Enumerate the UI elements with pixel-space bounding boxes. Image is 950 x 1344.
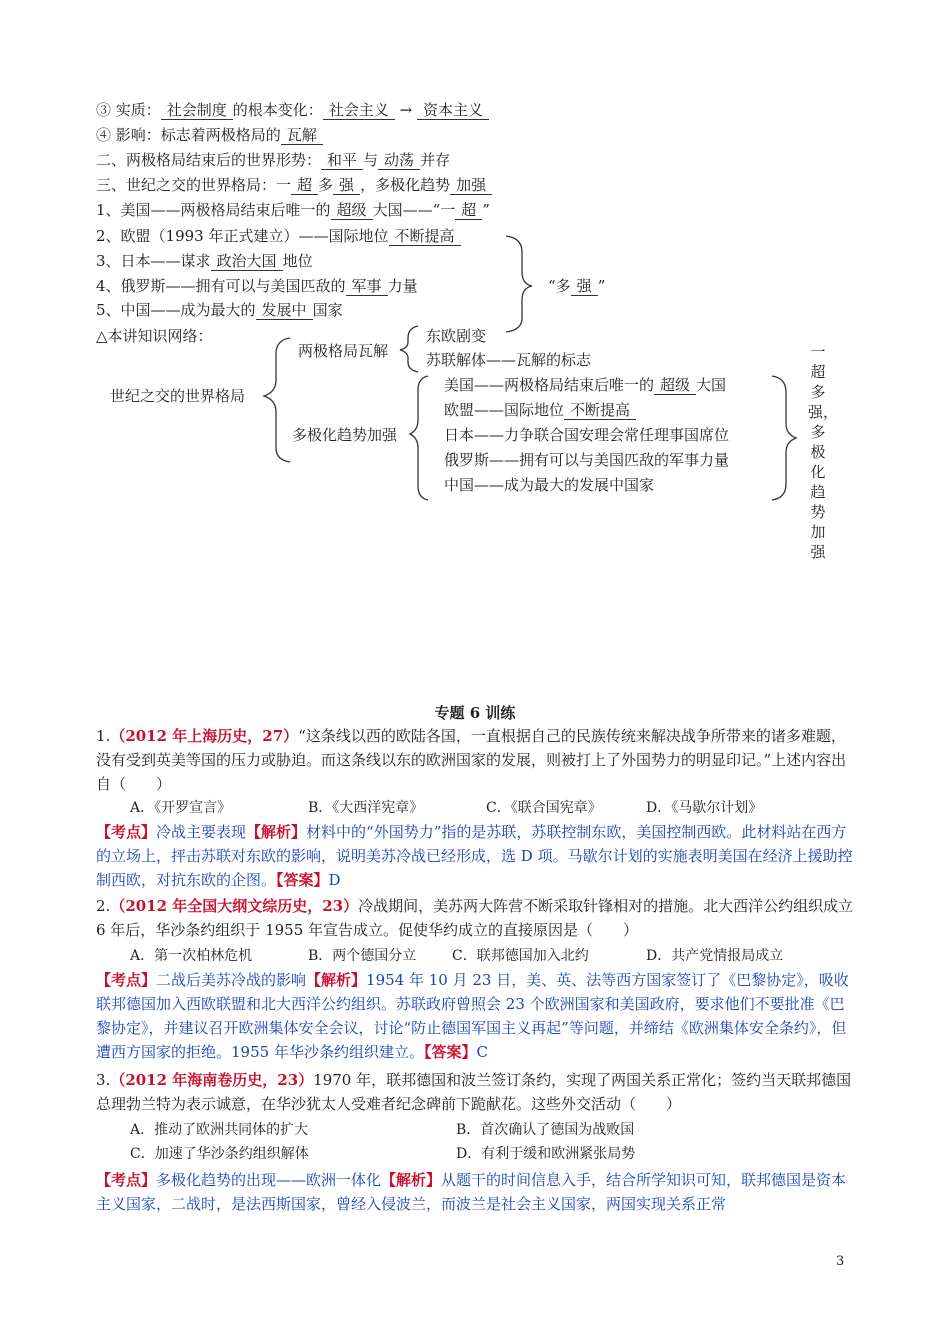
question-1: 1.（2012 年上海历史，27）“这条线以西的欧陆各国，一直根据自己的民族传统来解决战争所带来的诸多难题，没有受到英美等国的压力或胁迫。而这条线以东的欧洲国家的发展，则被打上了外国势力的明显印记。”上述内容出自（ ） <box>96 727 847 793</box>
question-3-analysis: 【考点】多极化趋势的出现——欧洲一体化【解析】从题干的时间信息入手，结合所学知识可知，联邦德国是资本主义国家，二战时，是法西斯国家，曾经入侵波兰，而波兰是社会主义国家，两国实现关系正常 <box>96 1171 847 1213</box>
option[interactable]: A．推动了欧洲共同体的扩大 <box>130 1122 309 1138</box>
question-1-options <box>130 796 762 820</box>
question-2: 2.（2012 年全国大纲文综历史，23）冷战期间，美苏两大阵营不断采取针锋相对的措施。北大西洋公约组织成立 6 年后，华沙条约组织于 1955 年宣告成立。促使华约成立的直接原因是（ ） <box>96 897 854 939</box>
outline-line-essence: ③ 实质： 社会制度 的根本变化： 社会主义 → 资本主义 <box>96 100 489 120</box>
option[interactable]: A．《开罗宣言》 <box>130 800 232 816</box>
question-2-analysis: 【考点】二战后美苏冷战的影响【解析】1954 年 10 月 23 日，美、英、法等西方国家签订了《巴黎协定》，吸收联邦德国加入西欧联盟和北大西洋公约组织。苏联政府曾照会 23 个欧洲国家和美国政府，要求他们不要批准《巴黎协定》，并建议召开欧洲集体安全会议，讨论“防止德国军国主义再起”等问题，并缔结《欧洲集体安全条约》，但遭西方国家的拒绝。1955 年华沙条约组织建立。【答案】C <box>96 971 849 1061</box>
option[interactable]: D．共产党情报局成立 <box>646 948 784 964</box>
option[interactable]: C．《联合国宪章》 <box>486 800 602 816</box>
option[interactable]: D．有利于缓和欧洲紧张局势 <box>456 1146 636 1162</box>
outline-line-eu: 2、欧盟（1993 年正式建立）——国际地位 不断提高 <box>96 226 461 246</box>
question-2-options <box>130 944 783 968</box>
network-title: △本讲知识网络： <box>96 327 213 345</box>
outline-line-china: 5、中国——成为最大的 发展中 国家 <box>96 301 343 319</box>
network-item-russia: 俄罗斯——拥有可以与美国匹敌的军事力量 <box>444 451 730 469</box>
outline-line-japan: 3、日本——谋求 政治大国 地位 <box>96 252 313 270</box>
network-branch-bipolar: 两极格局瓦解 <box>298 342 389 360</box>
option[interactable]: B．首次确认了德国为战败国 <box>456 1122 635 1138</box>
duoqiang-label: “多 强 ” <box>548 277 606 295</box>
outline-line-impact: ④ 影响：标志着两极格局的 瓦解 <box>96 125 323 145</box>
option[interactable]: C．加速了华沙条约组织解体 <box>130 1146 309 1162</box>
question-1-analysis: 【考点】冷战主要表现【解析】材料中的“外国势力”指的是苏联，苏联控制东欧，美国控制西欧。此材料站在西方的立场上，抨击苏联对东欧的影响，说明美苏冷战已经形成，选 D 项。马歇尔计划的实施表明美国在经济上援助控制西欧，对抗东欧的企图。【答案】D <box>96 823 853 889</box>
network-item-eu: 欧盟——国际地位 不断提高 <box>444 400 636 420</box>
option[interactable]: C．联邦德国加入北约 <box>452 948 589 964</box>
page-number: 3 <box>836 1254 845 1269</box>
outline-line-usa: 1、美国——两极格局结束后唯一的 超级 大国——“一 超 ” <box>96 201 490 219</box>
option[interactable]: A．第一次柏林危机 <box>130 948 253 964</box>
outline-line-russia: 4、俄罗斯——拥有可以与美国匹敌的 军事 力量 <box>96 277 418 295</box>
network-root: 世纪之交的世界格局 <box>110 387 246 405</box>
option[interactable]: D．《马歇尔计划》 <box>646 800 763 816</box>
network-item-usa: 美国——两极格局结束后唯一的 超级 大国 <box>444 376 727 394</box>
network-vertical-label: 一超多强，多极化趋势加强 <box>808 343 839 561</box>
network-branch-multipolar: 多极化趋势加强 <box>292 426 398 444</box>
option[interactable]: B．《大西洋宪章》 <box>308 800 424 816</box>
outline-line-situation: 二、两极格局结束后的世界形势： 和平 与 动荡 并存 <box>96 151 451 169</box>
outline-line-pattern: 三、世纪之交的世界格局：一 超 多 强 ，多极化趋势 加强 <box>96 175 492 195</box>
question-3: 3.（2012 年海南卷历史，23）1970 年，联邦德国和波兰签订条约，实现了两国关系正常化；签约当天联邦德国总理勃兰特为表示诚意，在华沙犹太人受难者纪念碑前下跪献花。这些外交活动（ ） <box>96 1071 852 1113</box>
network-item-japan: 日本——力争联合国安理会常任理事国席位 <box>444 426 730 444</box>
network-item: 苏联解体——瓦解的标志 <box>426 351 592 369</box>
network-item: 东欧剧变 <box>426 327 487 345</box>
option[interactable]: B．两个德国分立 <box>308 948 417 964</box>
section-title: 专题 6 训练 <box>434 704 516 722</box>
question-3-options <box>130 1118 635 1166</box>
network-item-china: 中国——成为最大的发展中国家 <box>444 476 655 494</box>
